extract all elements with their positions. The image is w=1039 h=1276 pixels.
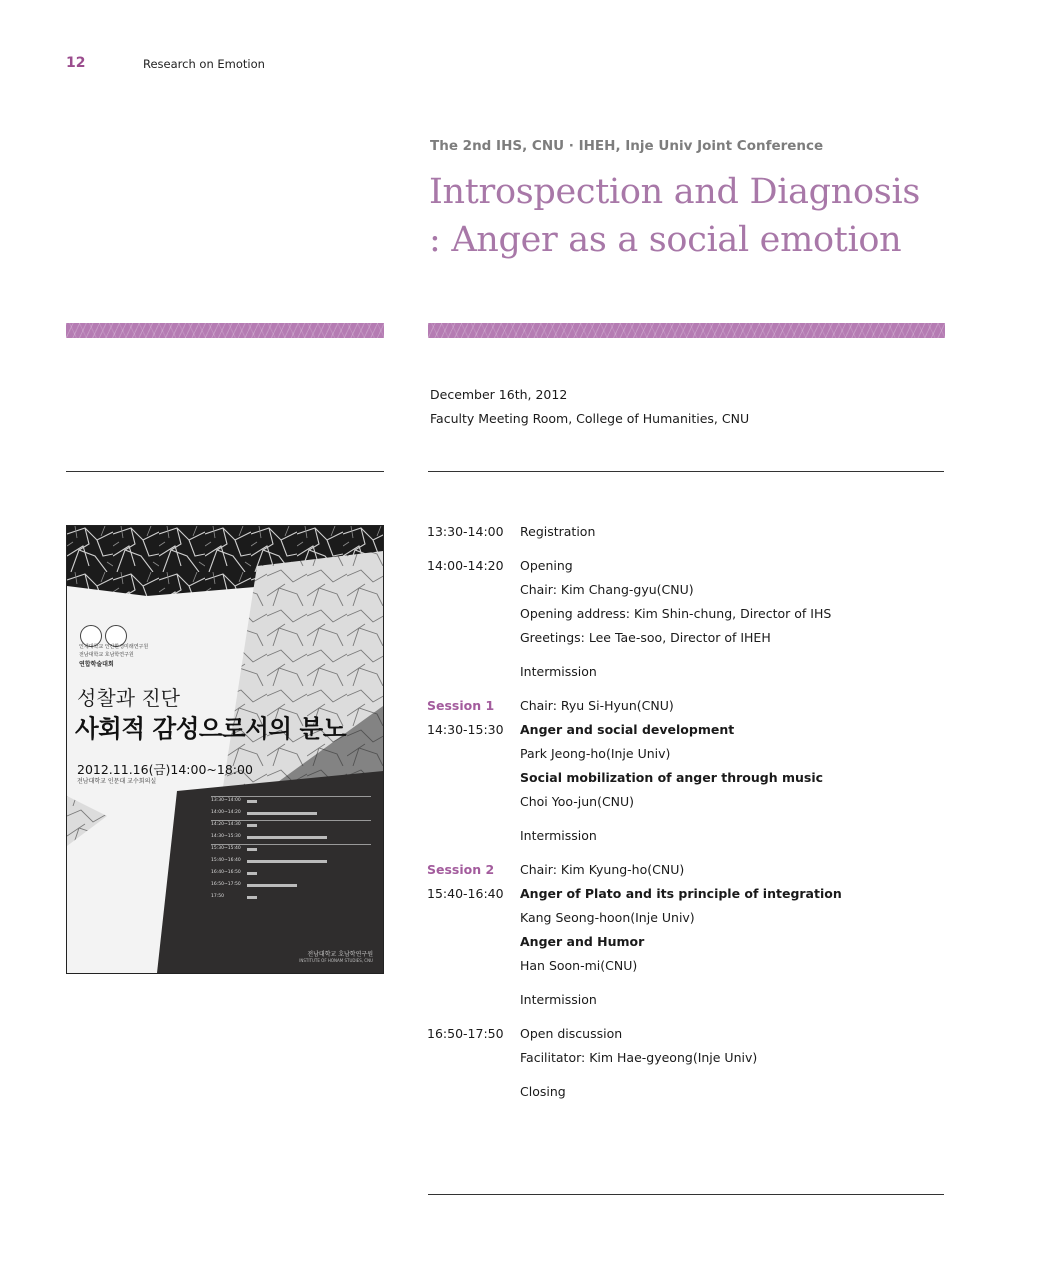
poster-title: 사회적 감성으로서의 분노 [75, 714, 346, 743]
schedule-row [427, 1046, 947, 1070]
schedule-row [427, 882, 947, 906]
conference-poster [66, 525, 384, 974]
schedule-row [427, 988, 947, 1012]
poster-schedule-time: 15:40~16:40 [211, 858, 241, 863]
schedule-time: 13:30-14:00 [427, 524, 504, 539]
poster-schedule-time: 14:00~14:20 [211, 810, 241, 815]
poster-schedule-text-bar [247, 800, 257, 803]
poster-date: 2012.11.16(금)14:00~18:00 [77, 762, 253, 777]
schedule-time: 14:30-15:30 [427, 722, 504, 737]
session-label: Session 1 [427, 698, 495, 713]
conference-subtitle: The 2nd IHS, CNU · IHEH, Inje Univ Joint Conference [430, 138, 824, 154]
poster-schedule [211, 798, 371, 906]
running-head: Research on Emotion [143, 57, 265, 71]
poster-schedule-row [211, 798, 371, 806]
schedule-text: Han Soon-mi(CNU) [520, 958, 638, 973]
poster-schedule-text-bar [247, 812, 317, 815]
divider-left [66, 471, 384, 472]
poster-schedule-divider [211, 796, 371, 797]
poster-org-line-1: 인제대학교 인간환경미래연구원 [79, 644, 149, 650]
schedule-row [427, 1022, 947, 1046]
schedule-row [427, 906, 947, 930]
schedule-paper-title: Social mobilization of anger through music [520, 770, 824, 785]
schedule-paper-title: Anger and social development [520, 722, 735, 737]
poster-schedule-row [211, 822, 371, 830]
poster-schedule-row [211, 894, 371, 902]
schedule-row [427, 602, 947, 626]
schedule-row [427, 626, 947, 650]
schedule-row [427, 930, 947, 954]
conference-title-line-1: Introspection and Diagnosis [429, 172, 921, 212]
poster-schedule-row [211, 834, 371, 842]
schedule-text: Facilitator: Kim Hae-gyeong(Inje Univ) [520, 1050, 758, 1065]
poster-footer-institute: 전남대학교 호남학연구원 [307, 951, 373, 958]
schedule-row [427, 718, 947, 742]
poster-schedule-text-bar [247, 824, 257, 827]
poster-schedule-time: 13:30~14:00 [211, 798, 241, 803]
schedule-paper-title: Anger of Plato and its principle of integration [520, 886, 842, 901]
schedule-text: Chair: Kim Kyung-ho(CNU) [520, 862, 685, 877]
schedule-text: Open discussion [520, 1026, 623, 1041]
poster-schedule-row [211, 870, 371, 878]
schedule-text: Choi Yoo-jun(CNU) [520, 794, 635, 809]
schedule-text: Park Jeong-ho(Inje Univ) [520, 746, 671, 761]
poster-schedule-text-bar [247, 872, 257, 875]
poster-schedule-row [211, 882, 371, 890]
schedule-text: Opening address: Kim Shin-chung, Director of IHS [520, 606, 832, 621]
poster-schedule-row [211, 810, 371, 818]
schedule-row [427, 554, 947, 578]
event-venue: Faculty Meeting Room, College of Humanities, CNU [430, 411, 750, 426]
poster-schedule-text-bar [247, 836, 327, 839]
schedule-text: Intermission [520, 992, 597, 1007]
schedule-row [427, 1080, 947, 1104]
event-date: December 16th, 2012 [430, 387, 568, 402]
schedule-text: Registration [520, 524, 596, 539]
schedule-row [427, 694, 947, 718]
schedule-row [427, 766, 947, 790]
schedule-paper-title: Anger and Humor [520, 934, 645, 949]
poster-schedule-text-bar [247, 848, 257, 851]
schedule-row [427, 742, 947, 766]
schedule-text: Intermission [520, 664, 597, 679]
poster-schedule-text-bar [247, 860, 327, 863]
poster-schedule-text-bar [247, 884, 297, 887]
schedule-text: Chair: Ryu Si-Hyun(CNU) [520, 698, 674, 713]
schedule-row [427, 520, 947, 544]
schedule-time: 15:40-16:40 [427, 886, 504, 901]
schedule-row [427, 954, 947, 978]
schedule-row [427, 660, 947, 684]
poster-schedule-divider [211, 820, 371, 821]
schedule-text: Intermission [520, 828, 597, 843]
schedule-list [427, 520, 947, 1104]
poster-schedule-time: 16:40~16:50 [211, 870, 241, 875]
schedule-text: Greetings: Lee Tae-soo, Director of IHEH [520, 630, 771, 645]
poster-schedule-time: 14:30~15:30 [211, 834, 241, 839]
session-label: Session 2 [427, 862, 495, 877]
conference-title-line-2: : Anger as a social emotion [429, 220, 902, 260]
schedule-row [427, 790, 947, 814]
poster-subtitle: 성찰과 진단 [77, 686, 180, 710]
schedule-row [427, 858, 947, 882]
schedule-row [427, 824, 947, 848]
schedule-text: Kang Seong-hoon(Inje Univ) [520, 910, 695, 925]
poster-schedule-text-bar [247, 896, 257, 899]
schedule-row [427, 578, 947, 602]
poster-org-line-2: 전남대학교 호남학연구원 [79, 652, 134, 658]
schedule-time: 16:50-17:50 [427, 1026, 504, 1041]
poster-footer-institute-en: INSTITUTE OF HONAM STUDIES, CNU [299, 958, 373, 963]
decorative-band-right [428, 323, 945, 338]
schedule-text: Closing [520, 1084, 566, 1099]
schedule-time: 14:00-14:20 [427, 558, 504, 573]
poster-schedule-row [211, 846, 371, 854]
poster-footer [299, 949, 373, 963]
divider-right [428, 471, 944, 472]
schedule-text: Opening [520, 558, 573, 573]
decorative-band-left [66, 323, 384, 338]
poster-venue: 전남대학교 인문대 교수회의실 [77, 778, 157, 785]
poster-schedule-time: 16:50~17:50 [211, 882, 241, 887]
divider-bottom [428, 1194, 944, 1195]
poster-schedule-time: 17:50 [211, 894, 224, 899]
poster-schedule-divider [211, 844, 371, 845]
schedule-text: Chair: Kim Chang-gyu(CNU) [520, 582, 694, 597]
poster-schedule-time: 14:20~14:30 [211, 822, 241, 827]
poster-org-line-3: 연합학술대회 [79, 661, 114, 668]
poster-schedule-time: 15:30~15:40 [211, 846, 241, 851]
page-number: 12 [66, 55, 86, 71]
poster-schedule-row [211, 858, 371, 866]
